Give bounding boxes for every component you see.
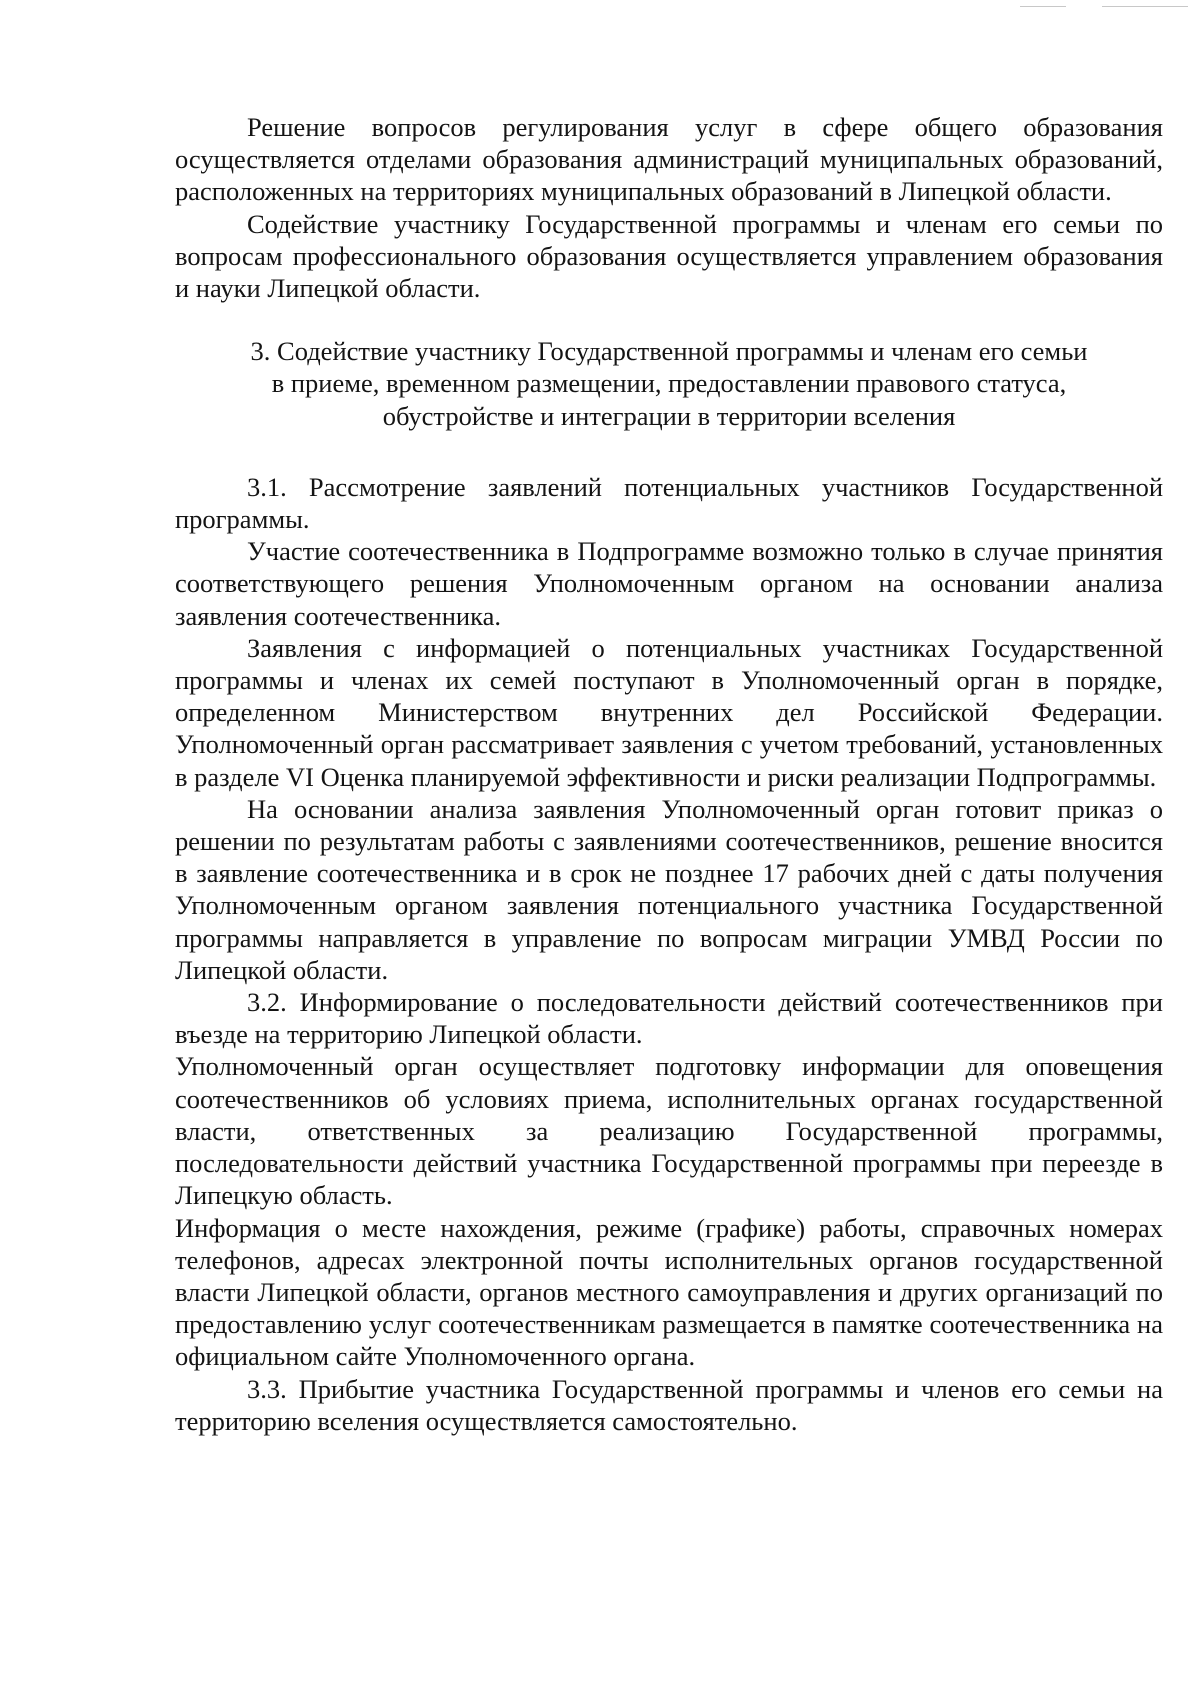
- subsection-3-3-title: 3.3. Прибытие участника Государственной программы и членов его семьи на территорию вселения осуществляется самостоятельно.: [175, 1373, 1163, 1436]
- paragraph-general-education: Решение вопросов регулирования услуг в сфере общего образования осуществляется отделами образования администраций муниципальных образований, расположенных на территориях муниципальных образований в Липецкой области.: [175, 112, 1163, 207]
- section-heading-line: 3. Содействие участнику Государственной программы и членам его семьи: [250, 336, 1088, 367]
- paragraph-participation: Участие соотечественника в Подпрограмме возможно только в случае принятия соответствующего решения Уполномоченным органом на основании анализа заявления соотечественника.: [175, 536, 1163, 631]
- paragraph-professional-education: Содействие участнику Государственной программы и членам его семьи по вопросам профессионального образования осуществляется управлением образования и науки Липецкой области.: [175, 208, 1163, 304]
- scan-artifact: [1020, 6, 1066, 7]
- section-heading-line: в приеме, временном размещении, предоставлении правового статуса,: [271, 368, 1067, 399]
- paragraph-applications: Заявления с информацией о потенциальных участниках Государственной программы и членах их семей поступают в Уполномоченный орган в порядке, определенном Министерством внутренних дел Российской Федерации. Уполномоченный орган рассматривает заявления с учетом требований, установленных в разделе VI Оценка планируемой эффективности и риски реализации Подпрограммы.: [175, 632, 1163, 792]
- scan-artifact: [1102, 6, 1188, 7]
- paragraph-contact-info: Информация о месте нахождения, режиме (графике) работы, справочных номерах телефонов, адресах электронной почты исполнительных органов государственной власти Липецкой области, органов местного самоуправления и других организаций по предоставлению услуг соотечественникам размещается в памятке соотечественника на официальном сайте Уполномоченного органа.: [175, 1212, 1163, 1372]
- paragraph-decision: На основании анализа заявления Уполномоченный орган готовит приказ о решении по результатам работы с заявлениями соотечественников, решение вносится в заявление соотечественника и в срок не позднее 17 рабочих дней с даты получения Уполномоченным органом заявления потенциального участника Государственной программы направляется в управление по вопросам миграции УМВД России по Липецкой области.: [175, 793, 1163, 985]
- subsection-3-1-title: 3.1. Рассмотрение заявлений потенциальных участников Государственной программы.: [175, 471, 1163, 535]
- document-body: [175, 111, 1163, 1437]
- section-heading: [175, 335, 1163, 432]
- subsection-3-2-title: 3.2. Информирование о последовательности действий соотечественников при въезде на территорию Липецкой области.: [175, 987, 1163, 1050]
- section-heading-line: обустройстве и интеграции в территории вселения: [382, 400, 956, 431]
- paragraph-information-prep: Уполномоченный орган осуществляет подготовку информации для оповещения соотечественников об условиях приема, исполнительных органах государственной власти, ответственных за реализацию Государственной программы, последовательности действий участника Государственной программы при переезде в Липецкую область.: [175, 1051, 1163, 1211]
